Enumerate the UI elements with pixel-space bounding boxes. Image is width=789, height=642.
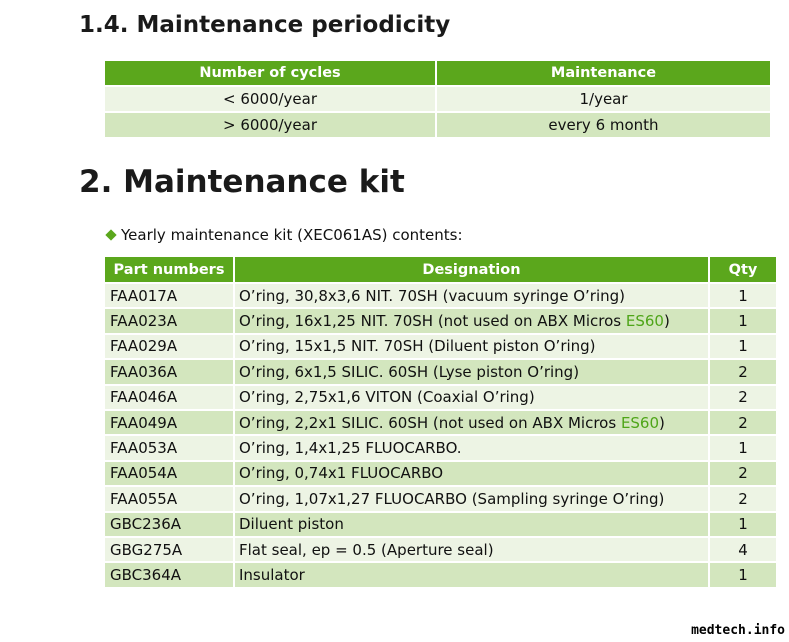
part-number-cell: FAA053A — [105, 435, 234, 460]
qty-cell: 1 — [709, 308, 776, 333]
table-row — [105, 359, 776, 384]
designation-cell: O’ring, 2,75x1,6 VITON (Coaxial O’ring) — [234, 385, 709, 410]
kit-contents-bullet — [107, 226, 463, 244]
designation-text: O’ring, 16x1,25 NIT. 70SH (not used on ABX Micros — [239, 312, 626, 331]
table-header-row — [105, 61, 770, 86]
part-number-cell: GBG275A — [105, 537, 234, 562]
model-highlight: ES60 — [625, 312, 664, 331]
column-header-designation: Designation — [234, 257, 709, 283]
table-row — [105, 537, 776, 562]
qty-cell: 2 — [709, 461, 776, 486]
part-number-cell: FAA029A — [105, 334, 234, 359]
bullet-text: Yearly maintenance kit (XEC061AS) contents: — [121, 226, 463, 244]
table-row — [105, 562, 776, 586]
part-number-cell: FAA046A — [105, 385, 234, 410]
table-row — [105, 283, 776, 308]
table-row — [105, 308, 776, 333]
designation-cell: O’ring, 1,07x1,27 FLUOCARBO (Sampling syringe O’ring) — [234, 486, 709, 511]
column-header-cycles: Number of cycles — [105, 61, 436, 86]
part-number-cell: FAA054A — [105, 461, 234, 486]
part-number-cell: FAA036A — [105, 359, 234, 384]
maintenance-kit-table — [105, 257, 776, 587]
designation-text-end: ) — [663, 312, 670, 331]
designation-cell: Diluent piston — [234, 512, 709, 537]
designation-cell: Flat seal, ep = 0.5 (Aperture seal) — [234, 537, 709, 562]
cycles-cell: > 6000/year — [105, 112, 436, 137]
designation-cell: O’ring, 15x1,5 NIT. 70SH (Diluent piston O’ring) — [234, 334, 709, 359]
maintenance-cell: 1/year — [436, 86, 770, 112]
part-number-cell: FAA049A — [105, 410, 234, 435]
designation-cell: O’ring, 1,4x1,25 FLUOCARBO. — [234, 435, 709, 460]
table-row — [105, 86, 770, 112]
designation-text: O’ring, 2,2x1 SILIC. 60SH (not used on ABX Micros — [239, 413, 621, 432]
cycles-cell: < 6000/year — [105, 86, 436, 112]
designation-text-end: ) — [659, 413, 665, 432]
designation-cell: Insulator — [234, 562, 709, 586]
part-number-cell: FAA023A — [105, 308, 234, 333]
qty-cell: 1 — [709, 283, 776, 308]
periodicity-table — [105, 61, 770, 137]
designation-cell: O’ring, 0,74x1 FLUOCARBO — [234, 461, 709, 486]
section-title-maintenance-kit: 2. Maintenance kit — [79, 164, 405, 200]
table-row — [105, 410, 776, 435]
table-row — [105, 486, 776, 511]
qty-cell: 1 — [709, 512, 776, 537]
part-number-cell: FAA017A — [105, 283, 234, 308]
part-number-cell: GBC236A — [105, 512, 234, 537]
table-row — [105, 461, 776, 486]
qty-cell: 1 — [709, 334, 776, 359]
table-row — [105, 112, 770, 137]
designation-cell — [234, 410, 709, 435]
table-row — [105, 385, 776, 410]
part-number-cell: GBC364A — [105, 562, 234, 586]
diamond-bullet-icon — [105, 229, 116, 240]
qty-cell: 2 — [709, 486, 776, 511]
part-number-cell: FAA055A — [105, 486, 234, 511]
column-header-qty: Qty — [709, 257, 776, 283]
table-row — [105, 512, 776, 537]
designation-cell: O’ring, 6x1,5 SILIC. 60SH (Lyse piston O’ring) — [234, 359, 709, 384]
qty-cell: 4 — [709, 537, 776, 562]
qty-cell: 2 — [709, 410, 776, 435]
section-title-periodicity: 1.4. Maintenance periodicity — [79, 12, 451, 38]
column-header-maintenance: Maintenance — [436, 61, 770, 86]
qty-cell: 2 — [709, 385, 776, 410]
qty-cell: 1 — [709, 435, 776, 460]
table-row — [105, 334, 776, 359]
qty-cell: 2 — [709, 359, 776, 384]
column-header-part-numbers: Part numbers — [105, 257, 234, 283]
watermark: medtech.info — [691, 623, 785, 638]
table-header-row — [105, 257, 776, 283]
model-highlight: ES60 — [620, 413, 660, 432]
qty-cell: 1 — [709, 562, 776, 586]
maintenance-cell: every 6 month — [436, 112, 770, 137]
designation-cell — [234, 308, 709, 333]
table-row — [105, 435, 776, 460]
designation-cell: O’ring, 30,8x3,6 NIT. 70SH (vacuum syringe O’ring) — [234, 283, 709, 308]
